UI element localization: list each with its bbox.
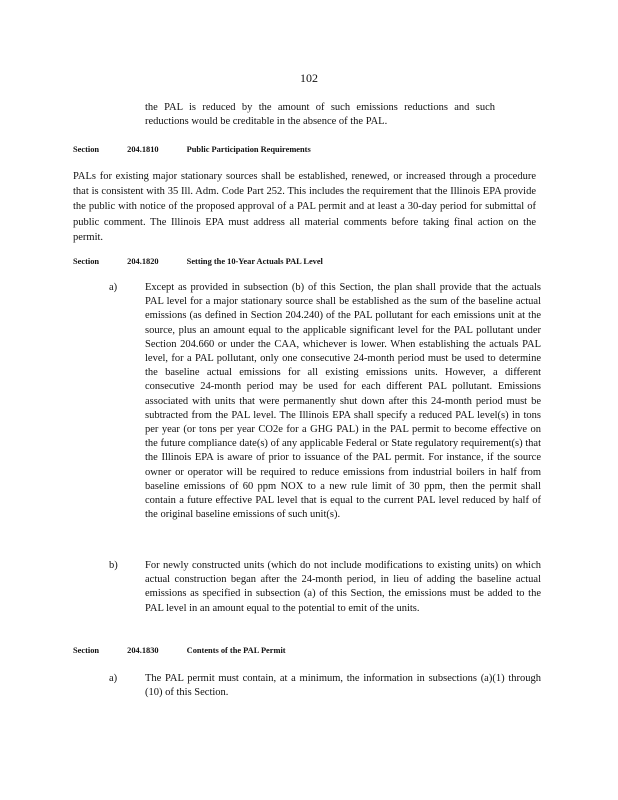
section-title: Setting the 10-Year Actuals PAL Level	[186, 257, 323, 266]
section-title: Contents of the PAL Permit	[186, 646, 286, 655]
page-number: 102	[300, 71, 318, 85]
section-number: 204.1830	[127, 646, 159, 655]
subsection-label-a: a)	[109, 673, 118, 684]
section-heading-1820	[73, 256, 349, 268]
section-1810-body: PALs for existing major stationary sources shall be established, renewed, or increased through a procedure that is consistent with 35 Ill. Adm. Code Part 252. This includes the requirement that the Illinois EPA provide the public with notice of the proposed approval of a PAL permit and at least a 30-day period for submittal of public comment. The Illinois EPA must address all material comments before taking final action on the permit.	[73, 171, 536, 243]
section-label: Section	[73, 257, 100, 266]
subsection-text-b: For newly constructed units (which do not include modifications to existing units) on which actual construction began after the 24-month period, in lieu of adding the baseline actual emissions as specified in subsection (a) of this Section, the emissions must be added to the PAL level in an amount equal to the potential to emit of the units.	[145, 560, 541, 614]
section-number: 204.1820	[127, 257, 159, 266]
subsection-label-b: b)	[109, 560, 118, 571]
section-heading-1830	[73, 645, 312, 657]
continuation-paragraph: the PAL is reduced by the amount of such emissions reductions and such reductions would be creditable in the absence of the PAL.	[145, 102, 495, 127]
section-title: Public Participation Requirements	[186, 145, 311, 154]
subsection-label-a: a)	[109, 282, 118, 293]
subsection-text-a: Except as provided in subsection (b) of this Section, the plan shall provide that the actuals PAL level for a major stationary source shall be established as the sum of the baseline actual emissions (as defined in Section 204.240) of the PAL pollutant for each emissions unit at the source, plus an amount equal to the applicable significant level for the PAL pollutant under Section 204.660 or under the CAA, whichever is lower. When establishing the actuals PAL level, for a PAL pollutant, only one consecutive 24-month period must be used to determine the baseline actual emissions for all existing emissions units. However, a different consecutive 24-month period may be used for each different PAL pollutant. Emissions associated with units that were permanently shut down after this 24-month period must be subtracted from the PAL level. The Illinois EPA shall specify a reduced PAL level(s) in tons per year (or tons per year CO2e for a GHG PAL) in the PAL permit to become effective on the future compliance date(s) of any applicable Federal or State regulatory requirement(s) that the Illinois EPA is aware of prior to issuance of the PAL permit. For instance, if the source owner or operator will be required to reduce emissions from industrial boilers in half from baseline emissions of 60 ppm NOX to a new rule limit of 30 ppm, then the permit shall contain a future effective PAL level that is equal to the current PAL level reduced by half of the original baseline emissions of such unit(s).	[145, 282, 541, 521]
section-heading-1810	[73, 144, 337, 156]
section-label: Section	[73, 145, 100, 154]
section-number: 204.1810	[127, 145, 159, 154]
subsection-text-a: The PAL permit must contain, at a minimum, the information in subsections (a)(1) through (10) of this Section.	[145, 673, 541, 699]
section-label: Section	[73, 646, 100, 655]
